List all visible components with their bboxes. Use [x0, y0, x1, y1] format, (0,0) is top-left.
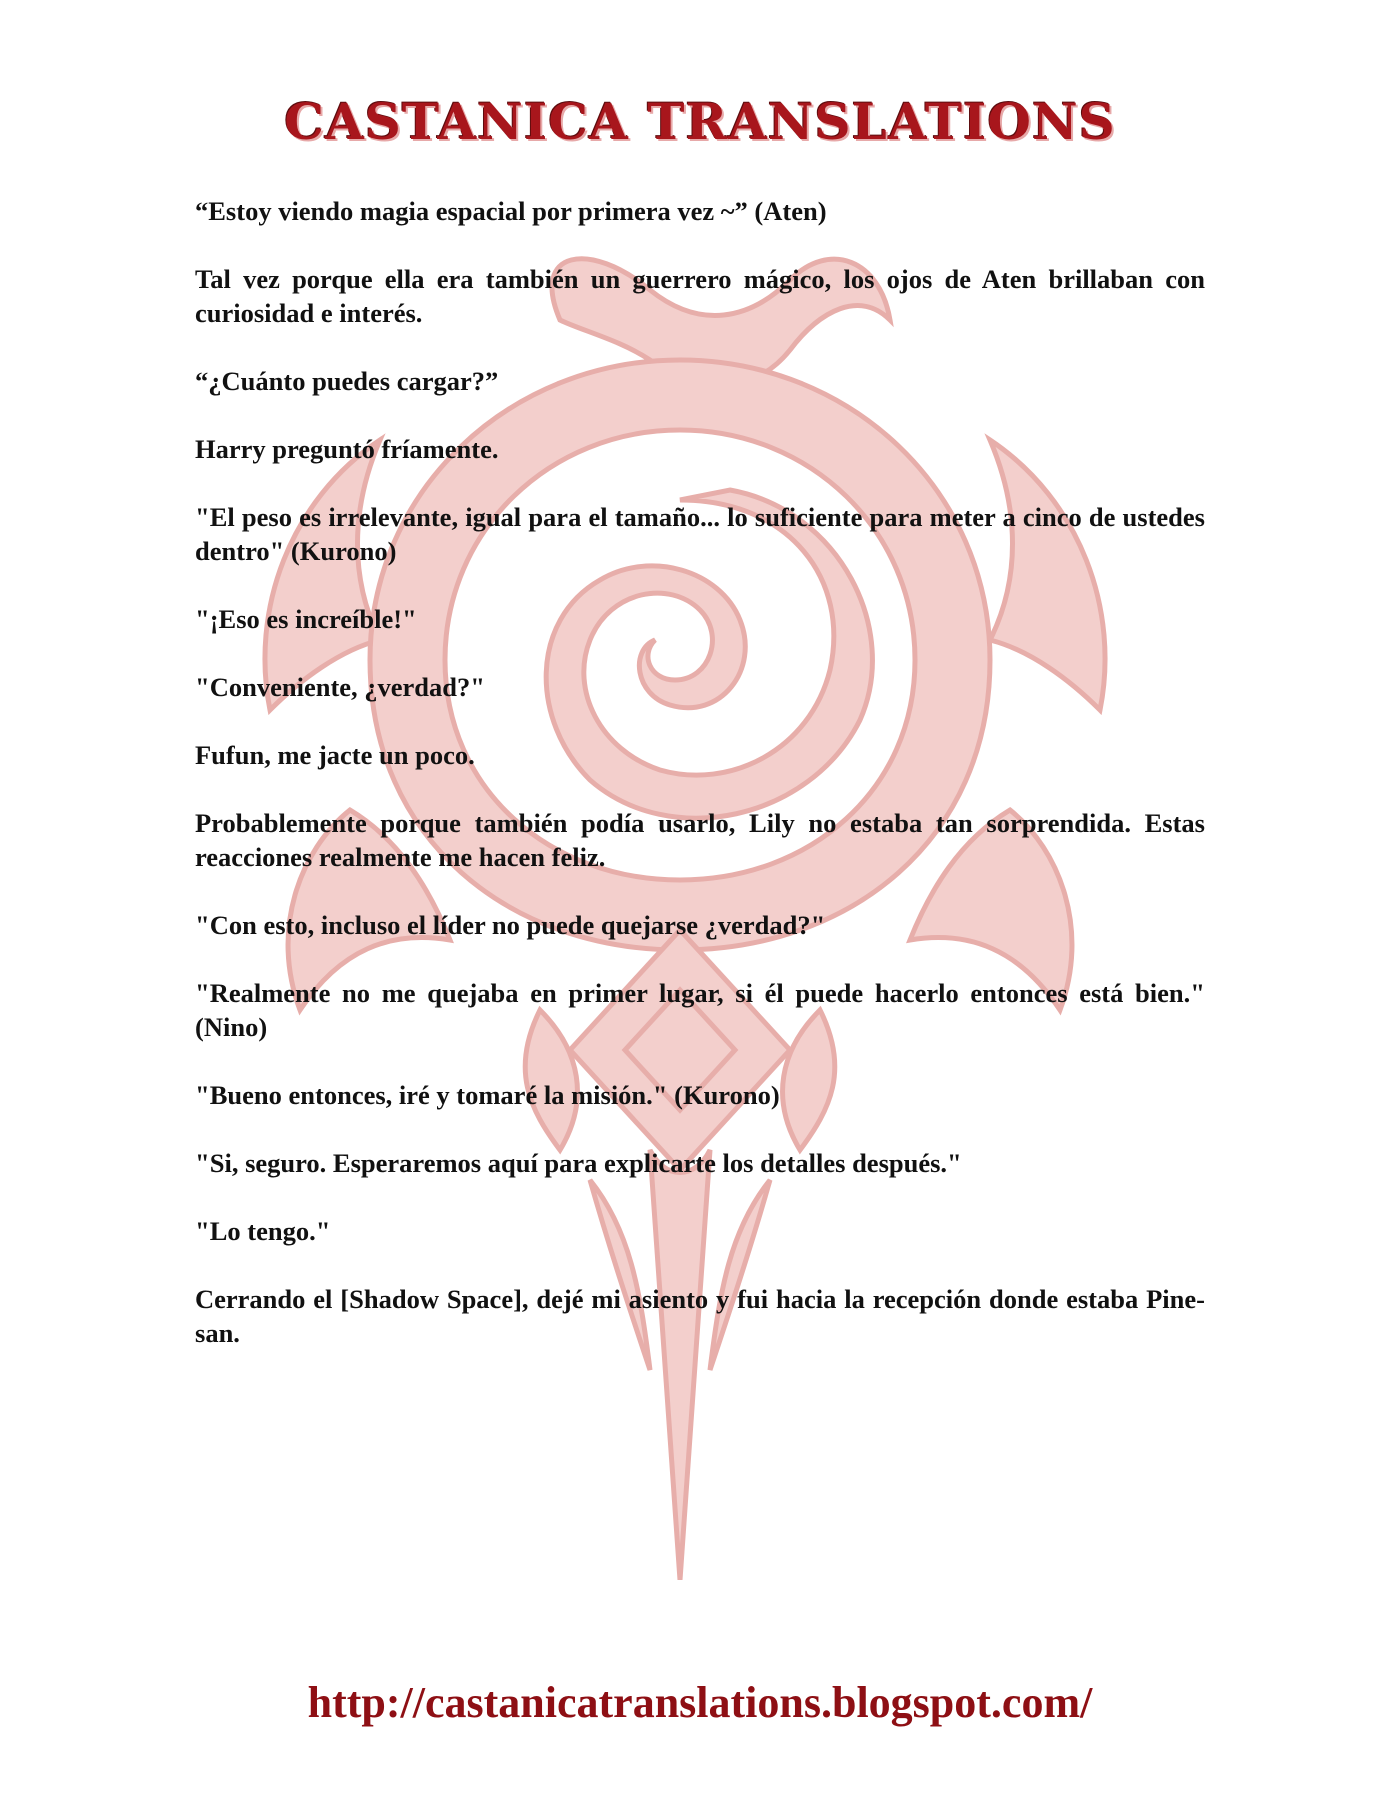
document-body [195, 194, 1205, 1384]
paragraph: “Estoy viendo magia espacial por primera vez ~” (Aten) [195, 196, 827, 226]
page-footer [0, 1677, 1400, 1728]
page-header [0, 92, 1400, 151]
site-title: CASTANICA TRANSLATIONS [284, 92, 1116, 151]
paragraph: "Con esto, incluso el líder no puede quejarse ¿verdad?" [195, 910, 826, 940]
paragraph: Probablemente porque también podía usarlo, Lily no estaba tan sorprendida. Estas reacciones realmente me hacen feliz. [195, 808, 1205, 872]
paragraph: Tal vez porque ella era también un guerrero mágico, los ojos de Aten brillaban con curiosidad e interés. [195, 264, 1205, 328]
paragraph: "¡Eso es increíble!" [195, 604, 417, 634]
paragraph: "Si, seguro. Esperaremos aquí para explicarte los detalles después." [195, 1148, 962, 1178]
paragraph: "Bueno entonces, iré y tomaré la misión." (Kurono) [195, 1080, 780, 1110]
paragraph: “¿Cuánto puedes cargar?” [195, 366, 499, 396]
paragraph: Fufun, me jacte un poco. [195, 740, 475, 770]
paragraph: Cerrando el [Shadow Space], dejé mi asiento y fui hacia la recepción donde estaba Pine-san. [195, 1284, 1205, 1348]
paragraph: "Lo tengo." [195, 1216, 331, 1246]
paragraph: "El peso es irrelevante, igual para el tamaño... lo suficiente para meter a cinco de ustedes dentro" (Kurono) [195, 502, 1205, 566]
paragraph: "Realmente no me quejaba en primer lugar, si él puede hacerlo entonces está bien." (Nino) [195, 978, 1205, 1042]
paragraph: "Conveniente, ¿verdad?" [195, 672, 485, 702]
paragraph: Harry preguntó fríamente. [195, 434, 499, 464]
blog-link[interactable]: http://castanicatranslations.blogspot.com/ [307, 1678, 1093, 1727]
